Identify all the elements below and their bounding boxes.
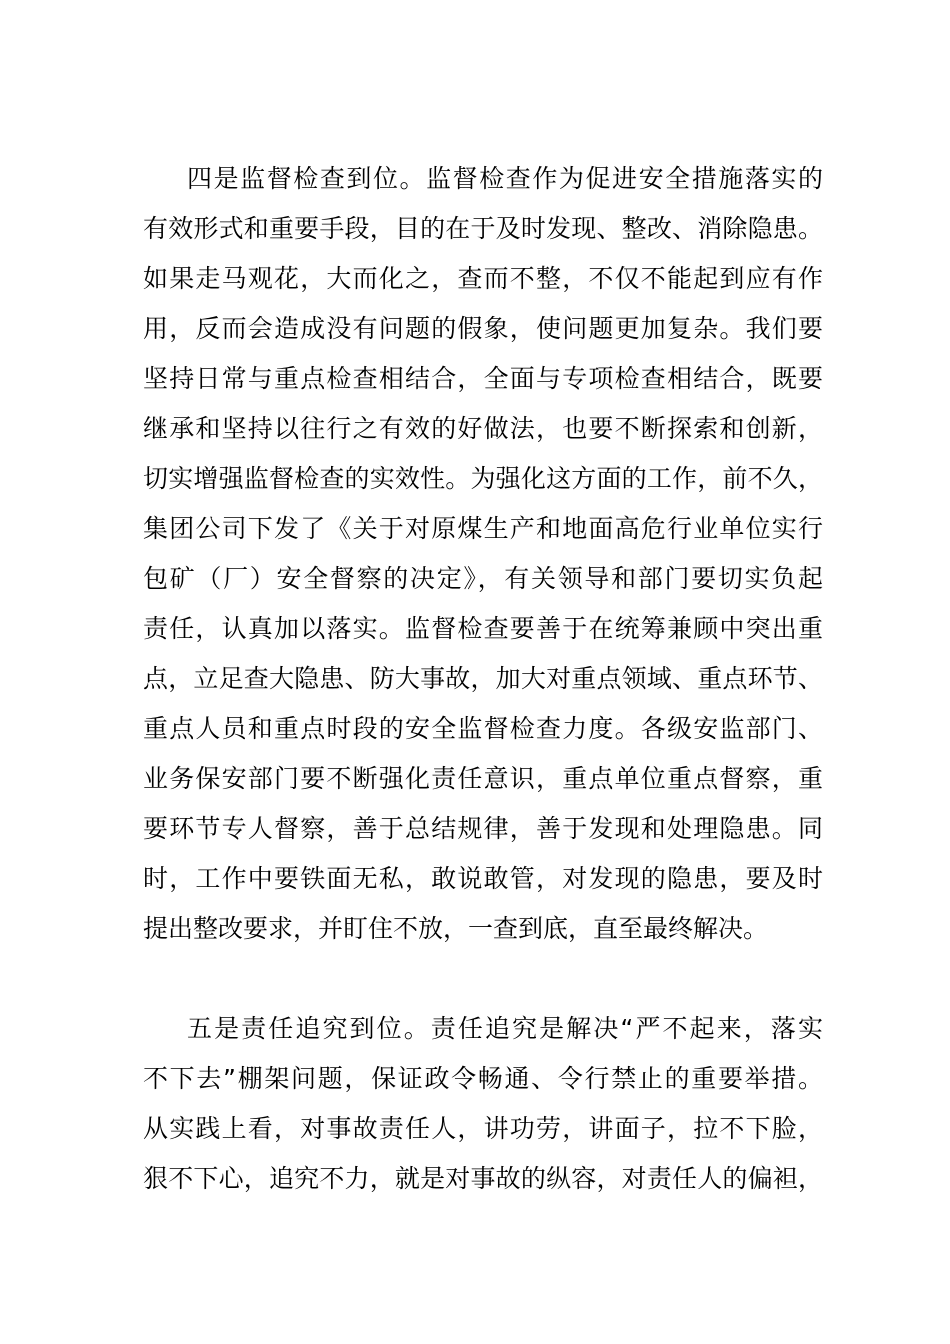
text-line: 点，立足查大隐患、防大事故，加大对重点领域、重点环节、 bbox=[143, 664, 823, 693]
text-line: 集团公司下发了《关于对原煤生产和地面高危行业单位实行 bbox=[143, 514, 823, 543]
text-line: 从实践上看，对事故责任人，讲功劳，讲面子，拉不下脸， bbox=[143, 1114, 823, 1143]
text-line: 业务保安部门要不断强化责任意识，重点单位重点督察，重 bbox=[143, 764, 823, 793]
text-line: 继承和坚持以往行之有效的好做法，也要不断探索和创新， bbox=[143, 414, 823, 443]
text-line: 提出整改要求，并盯住不放，一查到底，直至最终解决。 bbox=[143, 914, 769, 943]
text-line: 用，反而会造成没有问题的假象，使问题更加复杂。我们要 bbox=[143, 314, 823, 343]
text-line: 包矿（厂）安全督察的决定》，有关领导和部门要切实负起 bbox=[143, 564, 823, 593]
text-line: 不下去”棚架问题，保证政令畅通、令行禁止的重要举措。 bbox=[143, 1064, 823, 1093]
text-line: 责任，认真加以落实。监督检查要善于在统筹兼顾中突出重 bbox=[143, 614, 823, 643]
text-line: 坚持日常与重点检查相结合，全面与专项检查相结合，既要 bbox=[143, 364, 823, 393]
text-line: 有效形式和重要手段，目的在于及时发现、整改、消除隐患。 bbox=[143, 214, 823, 243]
text-line: 时，工作中要铁面无私，敢说敢管，对发现的隐患，要及时 bbox=[143, 864, 823, 893]
text-line: 要环节专人督察，善于总结规律，善于发现和处理隐患。同 bbox=[143, 814, 823, 843]
text-line: 切实增强监督检查的实效性。为强化这方面的工作，前不久， bbox=[143, 464, 823, 493]
text-line: 五是责任追究到位。责任追究是解决“严不起来，落实 bbox=[187, 1014, 823, 1043]
text-line: 狠不下心，追究不力，就是对事故的纵容，对责任人的偏袒， bbox=[143, 1164, 823, 1193]
text-line: 重点人员和重点时段的安全监督检查力度。各级安监部门、 bbox=[143, 714, 823, 743]
text-line: 如果走马观花，大而化之，查而不整，不仅不能起到应有作 bbox=[143, 264, 823, 293]
text-line: 四是监督检查到位。监督检查作为促进安全措施落实的 bbox=[187, 164, 823, 193]
